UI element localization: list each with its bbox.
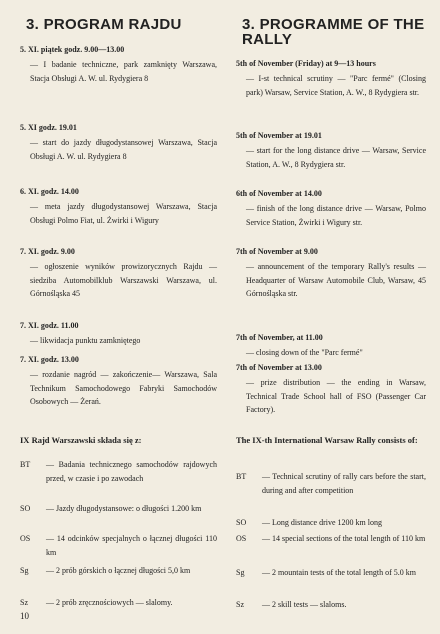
program-title-pl: 3. PROGRAM RAJDU <box>26 16 182 33</box>
component-text: — Jazdy długodystansowe: o długości 1.200 km <box>46 504 202 513</box>
entry-text: — finish of the long distance drive — Warsaw, Polmo Service Station, Żwirki i Wigury str. <box>246 204 426 227</box>
component-text: — 2 prób zręcznościowych — slalomy. <box>46 598 173 607</box>
entry-date: 7th of November at 13.00 <box>236 363 322 372</box>
component-item <box>20 502 217 516</box>
component-item <box>20 564 217 578</box>
component-text: — 2 skill tests — slaloms. <box>262 600 347 609</box>
schedule-entry <box>20 122 217 163</box>
entry-date: 7th of November, at 11.00 <box>236 333 323 342</box>
entry-text: — I-st technical scrutiny — "Parc fermé" (Closing park) Warsaw, Service Station, A. W., 8 Rydygiera str. <box>246 74 426 97</box>
summary-heading-pl: IX Rajd Warszawski składa się z: <box>20 435 142 445</box>
component-code: BT <box>236 472 247 481</box>
entry-date: 5th of November (Friday) at 9—13 hours <box>236 59 376 68</box>
schedule-entry <box>20 44 217 85</box>
component-code: OS <box>236 534 247 543</box>
component-text: — 14 special sections of the total length of 110 km <box>262 534 426 543</box>
entry-text: — start do jazdy długodystansowej Warszawa, Stacja Obsługi A. W. ul. Rydygiera 8 <box>30 138 217 161</box>
program-title-en: 3. PROGRAMME OF THE RALLY <box>242 16 425 48</box>
component-code: OS <box>20 534 31 543</box>
component-item <box>236 532 426 546</box>
entry-date: 7. XI. godz. 11.00 <box>20 321 79 330</box>
schedule-entry <box>20 354 217 409</box>
entry-date: 6. XI. godz. 14.00 <box>20 187 79 196</box>
component-item <box>236 598 426 612</box>
entry-date: 7th of November at 9.00 <box>236 247 318 256</box>
component-text: — Long distance drive 1200 km long <box>262 518 382 527</box>
schedule-entry <box>236 362 426 417</box>
entry-date: 7. XI. godz. 9.00 <box>20 247 75 256</box>
entry-date: 7. XI. godz. 13.00 <box>20 355 79 364</box>
component-code: Sg <box>20 566 29 575</box>
entry-date: 5. XI godz. 19.01 <box>20 123 77 132</box>
component-item <box>20 596 217 610</box>
schedule-entry <box>236 130 426 171</box>
entry-text: — I badanie techniczne, park zamknięty Warszawa, Stacja Obsługi A. W. ul. Rydygiera 8 <box>30 60 217 83</box>
component-code: SO <box>236 518 247 527</box>
schedule-entry <box>20 186 217 227</box>
entry-date: 6th of November at 14.00 <box>236 189 322 198</box>
component-item <box>236 470 426 497</box>
component-text: — Technical scrutiny of rally cars before the start, during and after competition <box>262 472 426 495</box>
entry-text: — prize distribution — the ending in Warsaw, Technical Trade School hall of FSO (Passenger Car Factory). <box>246 378 426 414</box>
component-item <box>20 532 217 559</box>
component-code: Sz <box>20 598 28 607</box>
component-text: — 2 prób górskich o łącznej długości 5,0 km <box>46 566 191 575</box>
component-item <box>20 458 217 485</box>
entry-date: 5. XI. piątek godz. 9.00—13.00 <box>20 45 125 54</box>
component-code: BT <box>20 460 31 469</box>
entry-text: — closing down of the "Parc fermé" <box>246 348 363 357</box>
component-code: Sg <box>236 568 245 577</box>
entry-text: — start for the long distance drive — Warsaw, Service Station, A. W., 8 Rydygiera str. <box>246 146 426 169</box>
entry-text: — likwidacja punktu zamkniętego <box>30 336 141 345</box>
component-text: — 2 mountain tests of the total length of 5.0 km <box>262 568 416 577</box>
schedule-entry <box>236 188 426 229</box>
entry-date: 5th of November at 19.01 <box>236 131 322 140</box>
schedule-entry <box>20 320 217 348</box>
schedule-entry <box>20 246 217 301</box>
schedule-entry <box>236 246 426 301</box>
entry-text: — announcement of the temporary Rally's results — Headquarter of Warsaw Automobile Club, Warsaw, 45 Górnośląska str. <box>246 262 426 298</box>
component-code: SO <box>20 504 31 513</box>
component-text: — 14 odcinków specjalnych o łącznej długości 110 km <box>46 534 217 557</box>
entry-text: — ogłoszenie wyników prowizorycznych Rajdu — siedziba Automobilklub Warszawski Warszawa, ul. Górnośląska 45 <box>30 262 217 298</box>
component-item <box>236 566 426 580</box>
entry-text: — meta jazdy długodystansowej Warszawa, Stacja Obsługi Polmo Fiat, ul. Żwirki i Wigury <box>30 202 217 225</box>
component-text: — Badania technicznego samochodów rajdowych przed, w czasie i po zawodach <box>46 460 217 483</box>
entry-text: — rozdanie nagród — zakończenie— Warszawa, Sala Technikum Samochodowego Fabryki Samochodów Osobowych — Żerań. <box>30 370 217 406</box>
component-code: Sz <box>236 600 244 609</box>
schedule-entry <box>236 58 426 99</box>
summary-heading-en: The IX-th International Warsaw Rally consists of: <box>236 435 418 445</box>
schedule-entry <box>236 332 426 360</box>
component-item <box>236 516 426 530</box>
page-number: 10 <box>20 611 29 621</box>
